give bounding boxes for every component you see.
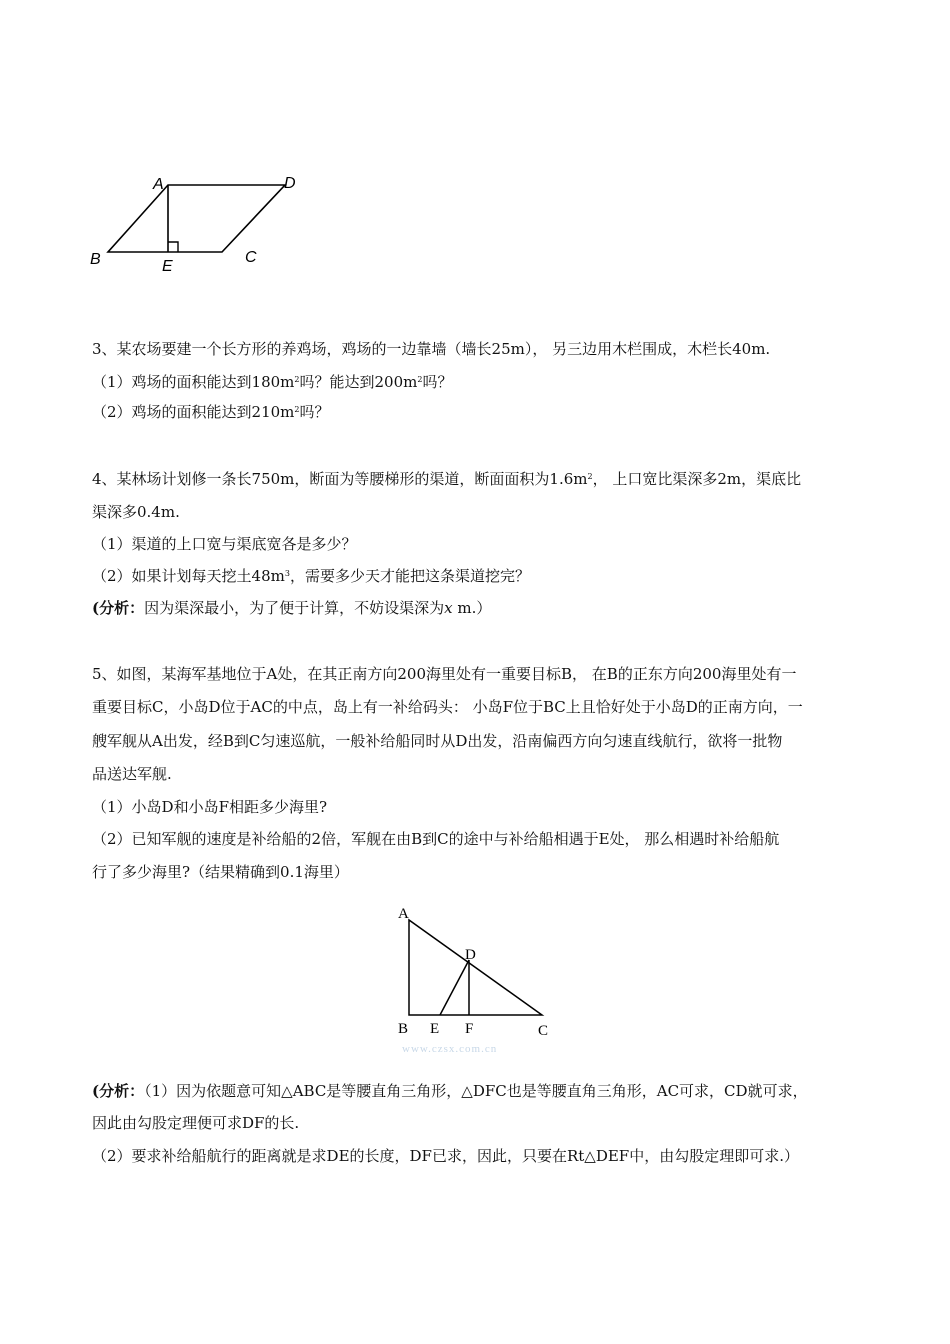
q4-stem-2: 渠深多0.4m. [92,503,180,521]
q3-part1: （1）鸡场的面积能达到$180m^2$吗？能达到$200m^2$吗？ [92,373,453,391]
q5-stem-2: 重要目标C，小岛D位于AC的中点，岛上有一补给码头： 小岛F位于BC上且恰好处于小岛D的正南方向，一 [92,698,803,716]
q5-part1: （1）小岛D和小岛F相距多少海里? [92,798,328,816]
label-d: D [465,947,476,963]
q4-part1: （1）渠道的上口宽与渠底宽各是多少？ [92,535,357,553]
parallelogram-abcd [108,185,285,252]
q5-stem-3: 艘军舰从A出发，经B到C匀速巡航，一般补给船同时从D出发，沿南偏西方向匀速直线航行，欲将一批物 [92,732,783,750]
q5-part2b: 行了多少海里?（结果精确到0.1海里） [92,863,349,881]
q4-stem: 4、某林场计划修一条长750m，断面为等腰梯形的渠道，断面面积为$1.6m^2$， 上口宽比渠深多2m，渠底比 [92,470,802,488]
q4-part2: （2）如果计划每天挖土$48m^3$，需要多少天才能把这条渠道挖完？ [92,567,530,585]
q5-analysis-3: （2）要求补给船航行的距离就是求DE的长度，DF已求，因此，只要在Rt△DEF中，由勾股定理即可求.） [92,1147,799,1165]
label-e: E [430,1021,440,1037]
q5-stem-1: 5、如图，某海军基地位于A处，在其正南方向200海里处有一重要目标B， 在B的正东方向200海里处有一 [92,665,797,683]
q5-part2a: （2）已知军舰的速度是补给船的2倍，军舰在由B到C的途中与补给船相遇于E处， 那么相遇时补给船航 [92,830,780,848]
label-a: A [153,176,164,193]
label-b: B [398,1021,409,1037]
label-d: D [284,175,296,192]
q5-stem-4: 品送达军舰. [92,765,172,783]
label-b: B [90,251,101,268]
label-a: A [398,906,409,922]
watermark: www.czsx.com.cn [402,1043,498,1055]
right-angle-mark [168,242,178,252]
q4-analysis: (分析：因为渠深最小，为了便于计算，不妨设渠深为x m.） [92,599,492,617]
label-e: E [162,258,173,275]
label-c: C [245,249,257,266]
q5-analysis-2: 因此由勾股定理便可求DF的长. [92,1114,300,1132]
q3-stem: 3、某农场要建一个长方形的养鸡场，鸡场的一边靠墙（墙长25m）， 另三边用木栏围成，木栏长40m. [92,340,771,358]
triangle-abc [409,920,542,1015]
label-f: F [465,1021,474,1037]
q3-part2: （2）鸡场的面积能达到$210m^2$吗？ [92,403,330,421]
label-c: C [538,1023,549,1039]
parallelogram-figure [80,170,320,280]
segment-de [440,960,469,1015]
triangle-figure [390,895,570,1060]
q5-analysis-1: (分析：（1）因为依题意可知△ABC是等腰直角三角形，△DFC也是等腰直角三角形，AC可求，CD就可求， [92,1082,808,1100]
